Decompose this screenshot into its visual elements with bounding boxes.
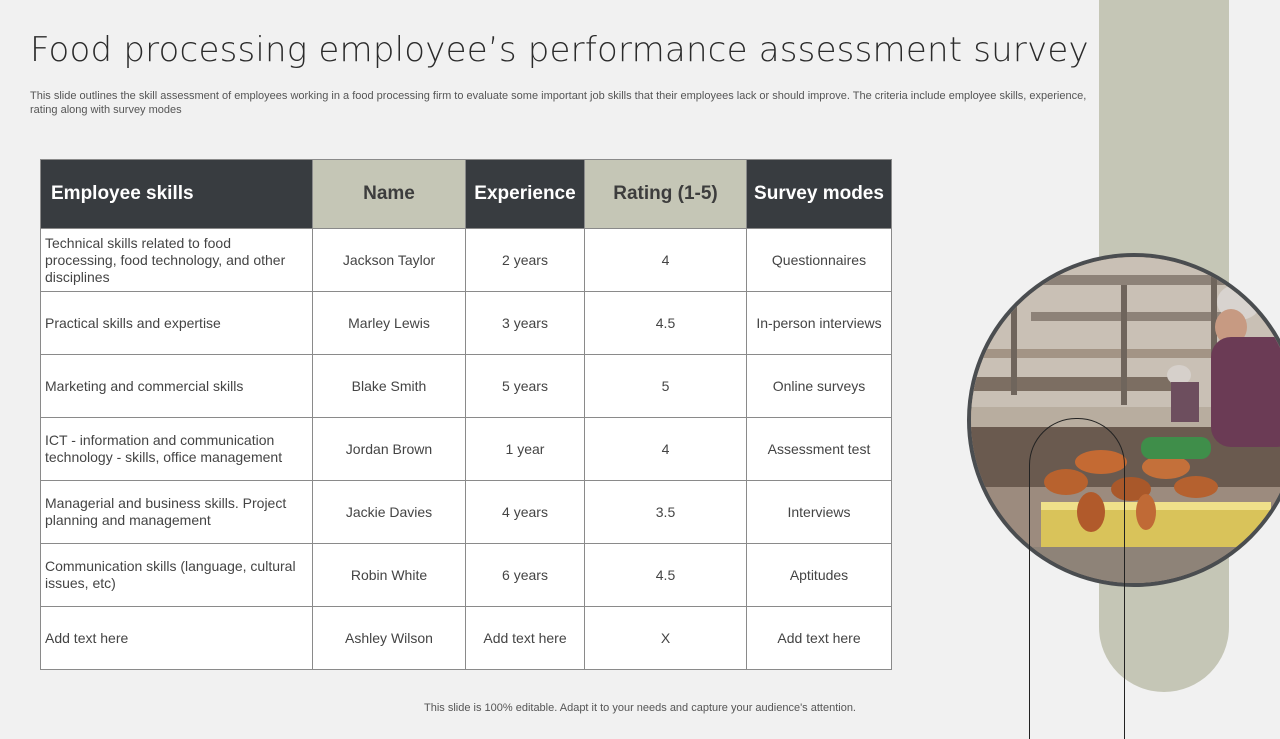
cell-experience: 5 years <box>466 355 585 418</box>
cell-experience: 4 years <box>466 481 585 544</box>
cell-name: Ashley Wilson <box>313 607 466 670</box>
footer-note: This slide is 100% editable. Adapt it to your needs and capture your audience's attention. <box>424 702 856 714</box>
cell-name: Marley Lewis <box>313 292 466 355</box>
cell-rating: X <box>585 607 747 670</box>
cell-skill: Practical skills and expertise <box>41 292 313 355</box>
cell-skill: ICT - information and communication technology - skills, office management <box>41 418 313 481</box>
header-name: Name <box>313 160 466 229</box>
page-subtitle: This slide outlines the skill assessment of employees working in a food processing firm to evaluate some important job skills that their employees lack or should improve. The criteria include employee skills, experience, rating along with survey modes <box>30 90 1087 116</box>
cell-name: Blake Smith <box>313 355 466 418</box>
table-row <box>41 229 892 292</box>
cell-name: Jackson Taylor <box>313 229 466 292</box>
cell-survey-mode: Add text here <box>747 607 892 670</box>
table-row <box>41 355 892 418</box>
cell-experience: 6 years <box>466 544 585 607</box>
cell-experience: Add text here <box>466 607 585 670</box>
header-rating: Rating (1-5) <box>585 160 747 229</box>
cell-rating: 4 <box>585 229 747 292</box>
cell-skill: Marketing and commercial skills <box>41 355 313 418</box>
cell-name: Robin White <box>313 544 466 607</box>
header-employee-skills: Employee skills <box>41 160 313 229</box>
table-row <box>41 544 892 607</box>
cell-skill: Managerial and business skills. Project planning and management <box>41 481 313 544</box>
cell-survey-mode: Questionnaires <box>747 229 892 292</box>
cell-survey-mode: Assessment test <box>747 418 892 481</box>
header-survey-modes: Survey modes <box>747 160 892 229</box>
table-row <box>41 481 892 544</box>
skills-table <box>40 159 892 670</box>
cell-skill: Add text here <box>41 607 313 670</box>
cell-rating: 4 <box>585 418 747 481</box>
header-experience: Experience <box>466 160 585 229</box>
cell-survey-mode: Interviews <box>747 481 892 544</box>
table-row <box>41 292 892 355</box>
cell-survey-mode: Aptitudes <box>747 544 892 607</box>
cell-experience: 3 years <box>466 292 585 355</box>
cell-experience: 1 year <box>466 418 585 481</box>
cell-name: Jordan Brown <box>313 418 466 481</box>
decorative-arch-line <box>1029 418 1125 739</box>
cell-name: Jackie Davies <box>313 481 466 544</box>
cell-experience: 2 years <box>466 229 585 292</box>
cell-skill: Communication skills (language, cultural issues, etc) <box>41 544 313 607</box>
page-title: Food processing employee’s performance assessment survey <box>30 30 1089 70</box>
cell-survey-mode: In-person interviews <box>747 292 892 355</box>
cell-rating: 4.5 <box>585 544 747 607</box>
cell-rating: 5 <box>585 355 747 418</box>
table-header-row <box>41 160 892 229</box>
table-row <box>41 607 892 670</box>
cell-rating: 4.5 <box>585 292 747 355</box>
cell-rating: 3.5 <box>585 481 747 544</box>
cell-skill: Technical skills related to food processing, food technology, and other disciplines <box>41 229 313 292</box>
table-row <box>41 418 892 481</box>
cell-survey-mode: Online surveys <box>747 355 892 418</box>
